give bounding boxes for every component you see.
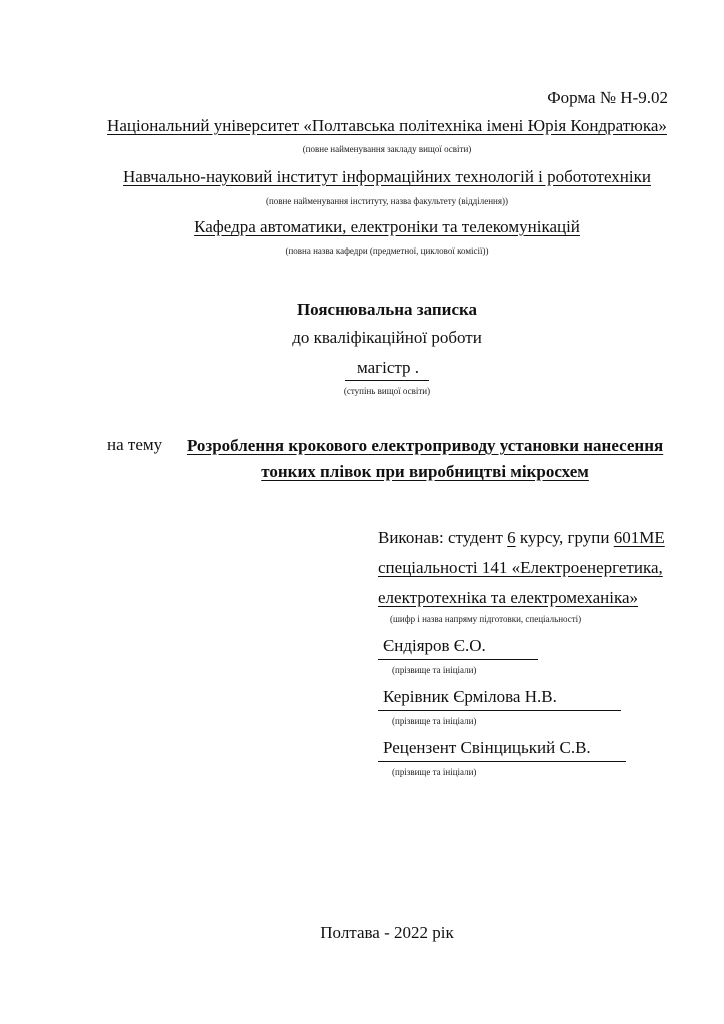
document-subtitle: до кваліфікаційної роботи	[292, 328, 482, 347]
degree-caption: (ступінь вищої освіти)	[343, 386, 431, 396]
group-number: 601МЕ	[613, 528, 665, 547]
reviewer-signature-line	[378, 736, 670, 762]
student-name-caption: (прізвище та ініціали)	[392, 665, 477, 675]
page-content	[104, 0, 670, 1024]
department-caption: (повна назва кафедри (предметної, циклової комісії))	[285, 246, 489, 256]
degree-row	[104, 357, 670, 381]
university-caption: (повне найменування закладу вищої освіти)	[302, 144, 472, 154]
student-name: Єндіяров Є.О.	[378, 634, 538, 660]
reviewer-name: Рецензент Свінцицький С.В.	[378, 736, 626, 762]
executor-prefix: Виконав: студент	[378, 528, 508, 547]
city-year: Полтава - 2022 рік	[320, 923, 454, 942]
reviewer-name-caption: (прізвище та ініціали)	[392, 767, 477, 777]
topic-row	[104, 433, 670, 485]
institute-caption: (повне найменування інституту, назва факультету (відділення))	[265, 196, 508, 206]
supervisor-name-caption: (прізвище та ініціали)	[392, 716, 477, 726]
specialty-line-1: спеціальності 141 «Електроенергетика,	[378, 558, 663, 577]
document-title: Пояснювальна записка	[296, 300, 478, 319]
student-signature-line	[378, 634, 670, 660]
executor-line	[378, 523, 670, 553]
institute-name: Навчально-науковий інститут інформаційних технологій і робототехніки	[123, 167, 651, 186]
topic-text: Розроблення крокового електроприводу установки нанесення тонких плівок при виробництві мікросхем	[186, 436, 664, 481]
supervisor-signature-line	[378, 685, 670, 711]
department-name: Кафедра автоматики, електроніки та телекомунікацій	[194, 217, 580, 236]
specialty-line-2: електротехніка та електромеханіка»	[378, 588, 639, 607]
specialty-caption: (шифр і назва напряму підготовки, спеціальності)	[390, 614, 582, 624]
degree-level: магістр .	[345, 357, 429, 381]
supervisor-name: Керівник Єрмілова Н.В.	[378, 685, 621, 711]
course-number: 6	[507, 528, 516, 547]
executor-block	[378, 523, 670, 778]
topic-label: на тему	[107, 435, 163, 454]
form-number: Форма № Н-9.02	[547, 88, 668, 107]
university-name: Національний університет «Полтавська політехніка імені Юрія Кондратюка»	[107, 116, 667, 135]
executor-mid: курсу, групи	[515, 528, 614, 547]
